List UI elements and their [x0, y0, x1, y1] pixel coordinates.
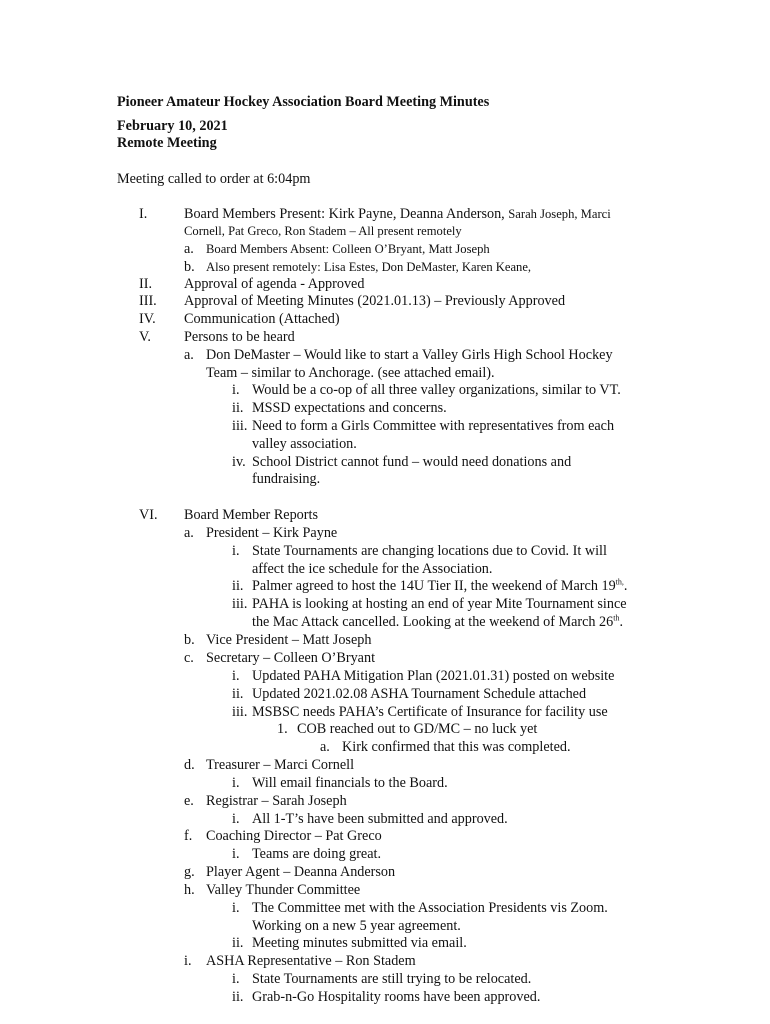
- meeting-type: Remote Meeting: [117, 135, 217, 151]
- item-text: Treasurer – Marci Cornell: [206, 757, 355, 773]
- subitem-text: affect the ice schedule for the Association.: [252, 561, 493, 577]
- section-text: Approval of agenda - Approved: [184, 276, 365, 292]
- item-marker: b.: [184, 259, 195, 275]
- item-text: Board Members Absent: Colleen O’Bryant, Matt Joseph: [206, 242, 490, 256]
- item-marker: g.: [184, 864, 195, 880]
- superscript: th: [613, 613, 620, 623]
- subitem-text: Updated PAHA Mitigation Plan (2021.01.31) posted on website: [252, 668, 615, 684]
- subitem-marker: iii.: [232, 596, 248, 612]
- subsubitem-marker: 1.: [277, 721, 288, 737]
- section-marker: II.: [139, 276, 152, 292]
- subitem-text: Need to form a Girls Committee with representatives from each: [252, 418, 615, 434]
- item-text: Don DeMaster – Would like to start a Valley Girls High School Hockey: [206, 347, 613, 363]
- item-marker: d.: [184, 757, 195, 773]
- item-text: Coaching Director – Pat Greco: [206, 828, 382, 844]
- subitem-text: fundraising.: [252, 471, 321, 487]
- subitem-text: MSBSC needs PAHA’s Certificate of Insurance for facility use: [252, 704, 608, 720]
- section-text: Persons to be heard: [184, 329, 295, 345]
- subitem-marker: iii.: [232, 418, 248, 434]
- subitem-text: valley association.: [252, 436, 357, 452]
- subitem-marker: iv.: [232, 454, 246, 470]
- item-marker: a.: [184, 347, 194, 363]
- item-text: Secretary – Colleen O’Bryant: [206, 650, 376, 666]
- section-marker: VI.: [139, 507, 158, 523]
- item-text: Player Agent – Deanna Anderson: [206, 864, 396, 880]
- item-text: President – Kirk Payne: [206, 525, 338, 541]
- meeting-date: February 10, 2021: [117, 118, 228, 134]
- subitem-text: Meeting minutes submitted via email.: [252, 935, 467, 951]
- text-run: .: [619, 614, 624, 630]
- subitem-text: State Tournaments are changing locations due to Covid. It will: [252, 543, 607, 559]
- subitem-marker: i.: [232, 900, 240, 916]
- subitem-text: All 1-T’s have been submitted and approved.: [252, 811, 508, 827]
- section-text: Communication (Attached): [184, 311, 340, 327]
- document-title: Pioneer Amateur Hockey Association Board Meeting Minutes: [117, 94, 490, 110]
- superscript: th,: [615, 577, 624, 587]
- subsubitem-text: COB reached out to GD/MC – no luck yet: [297, 721, 538, 737]
- item-marker: b.: [184, 632, 195, 648]
- subitem-marker: i.: [232, 811, 240, 827]
- section-marker: III.: [139, 293, 157, 309]
- subitem-text: Grab-n-Go Hospitality rooms have been approved.: [252, 989, 541, 1005]
- text-run: Sarah Joseph, Marci: [508, 207, 611, 221]
- called-to-order: Meeting called to order at 6:04pm: [117, 171, 311, 187]
- item-marker: i.: [184, 953, 192, 969]
- subsubsubitem-marker: a.: [320, 739, 330, 755]
- subitem-marker: i.: [232, 543, 240, 559]
- item-marker: a.: [184, 525, 194, 541]
- section-marker: IV.: [139, 311, 156, 327]
- subitem-text: The Committee met with the Association Presidents vis Zoom.: [252, 900, 608, 916]
- section-text: Approval of Meeting Minutes (2021.01.13) – Previously Approved: [184, 293, 566, 309]
- subitem-text: State Tournaments are still trying to be relocated.: [252, 971, 532, 987]
- subitem-text: Working on a new 5 year agreement.: [252, 918, 461, 934]
- subitem-marker: ii.: [232, 935, 244, 951]
- subitem-marker: i.: [232, 971, 240, 987]
- subitem-text: [252, 613, 623, 631]
- subitem-text: Will email financials to the Board.: [252, 775, 448, 791]
- section-text: Board Member Reports: [184, 507, 318, 523]
- subitem-text: Updated 2021.02.08 ASHA Tournament Schedule attached: [252, 686, 587, 702]
- subitem-marker: ii.: [232, 989, 244, 1005]
- section-marker: I.: [139, 206, 148, 222]
- subitem-text: School District cannot fund – would need donations and: [252, 454, 572, 470]
- item-text: Registrar – Sarah Joseph: [206, 793, 347, 809]
- subitem-marker: ii.: [232, 686, 244, 702]
- item-text: Also present remotely: Lisa Estes, Don DeMaster, Karen Keane,: [206, 260, 532, 274]
- subitem-text: MSSD expectations and concerns.: [252, 400, 447, 416]
- subitem-text: Teams are doing great.: [252, 846, 382, 862]
- item-marker: c.: [184, 650, 194, 666]
- section-text: [184, 205, 611, 223]
- subitem-text: [252, 577, 627, 595]
- item-text: Valley Thunder Committee: [206, 882, 361, 898]
- item-text: Vice President – Matt Joseph: [206, 632, 372, 648]
- text-run: .: [623, 578, 628, 594]
- subitem-text: Would be a co-op of all three valley organizations, similar to VT.: [252, 382, 621, 398]
- subitem-marker: i.: [232, 382, 240, 398]
- text-run: Palmer agreed to host the 14U Tier II, the weekend of March 19: [252, 578, 616, 594]
- text-run: Board Members Present: Kirk Payne, Deanna Anderson,: [184, 206, 509, 222]
- subitem-marker: i.: [232, 846, 240, 862]
- item-text: ASHA Representative – Ron Stadem: [206, 953, 416, 969]
- subitem-marker: ii.: [232, 400, 244, 416]
- item-marker: h.: [184, 882, 195, 898]
- subitem-marker: i.: [232, 668, 240, 684]
- item-text: Team – similar to Anchorage. (see attached email).: [206, 365, 495, 381]
- subitem-marker: iii.: [232, 704, 248, 720]
- text-run: the Mac Attack cancelled. Looking at the weekend of March 26: [252, 614, 614, 630]
- item-marker: a.: [184, 241, 194, 257]
- subitem-marker: ii.: [232, 578, 244, 594]
- section-marker: V.: [139, 329, 151, 345]
- item-marker: e.: [184, 793, 194, 809]
- item-marker: f.: [184, 828, 193, 844]
- section-text: Cornell, Pat Greco, Ron Stadem – All present remotely: [184, 224, 462, 238]
- subitem-marker: i.: [232, 775, 240, 791]
- subitem-text: PAHA is looking at hosting an end of year Mite Tournament since: [252, 596, 627, 612]
- subsubsubitem-text: Kirk confirmed that this was completed.: [342, 739, 571, 755]
